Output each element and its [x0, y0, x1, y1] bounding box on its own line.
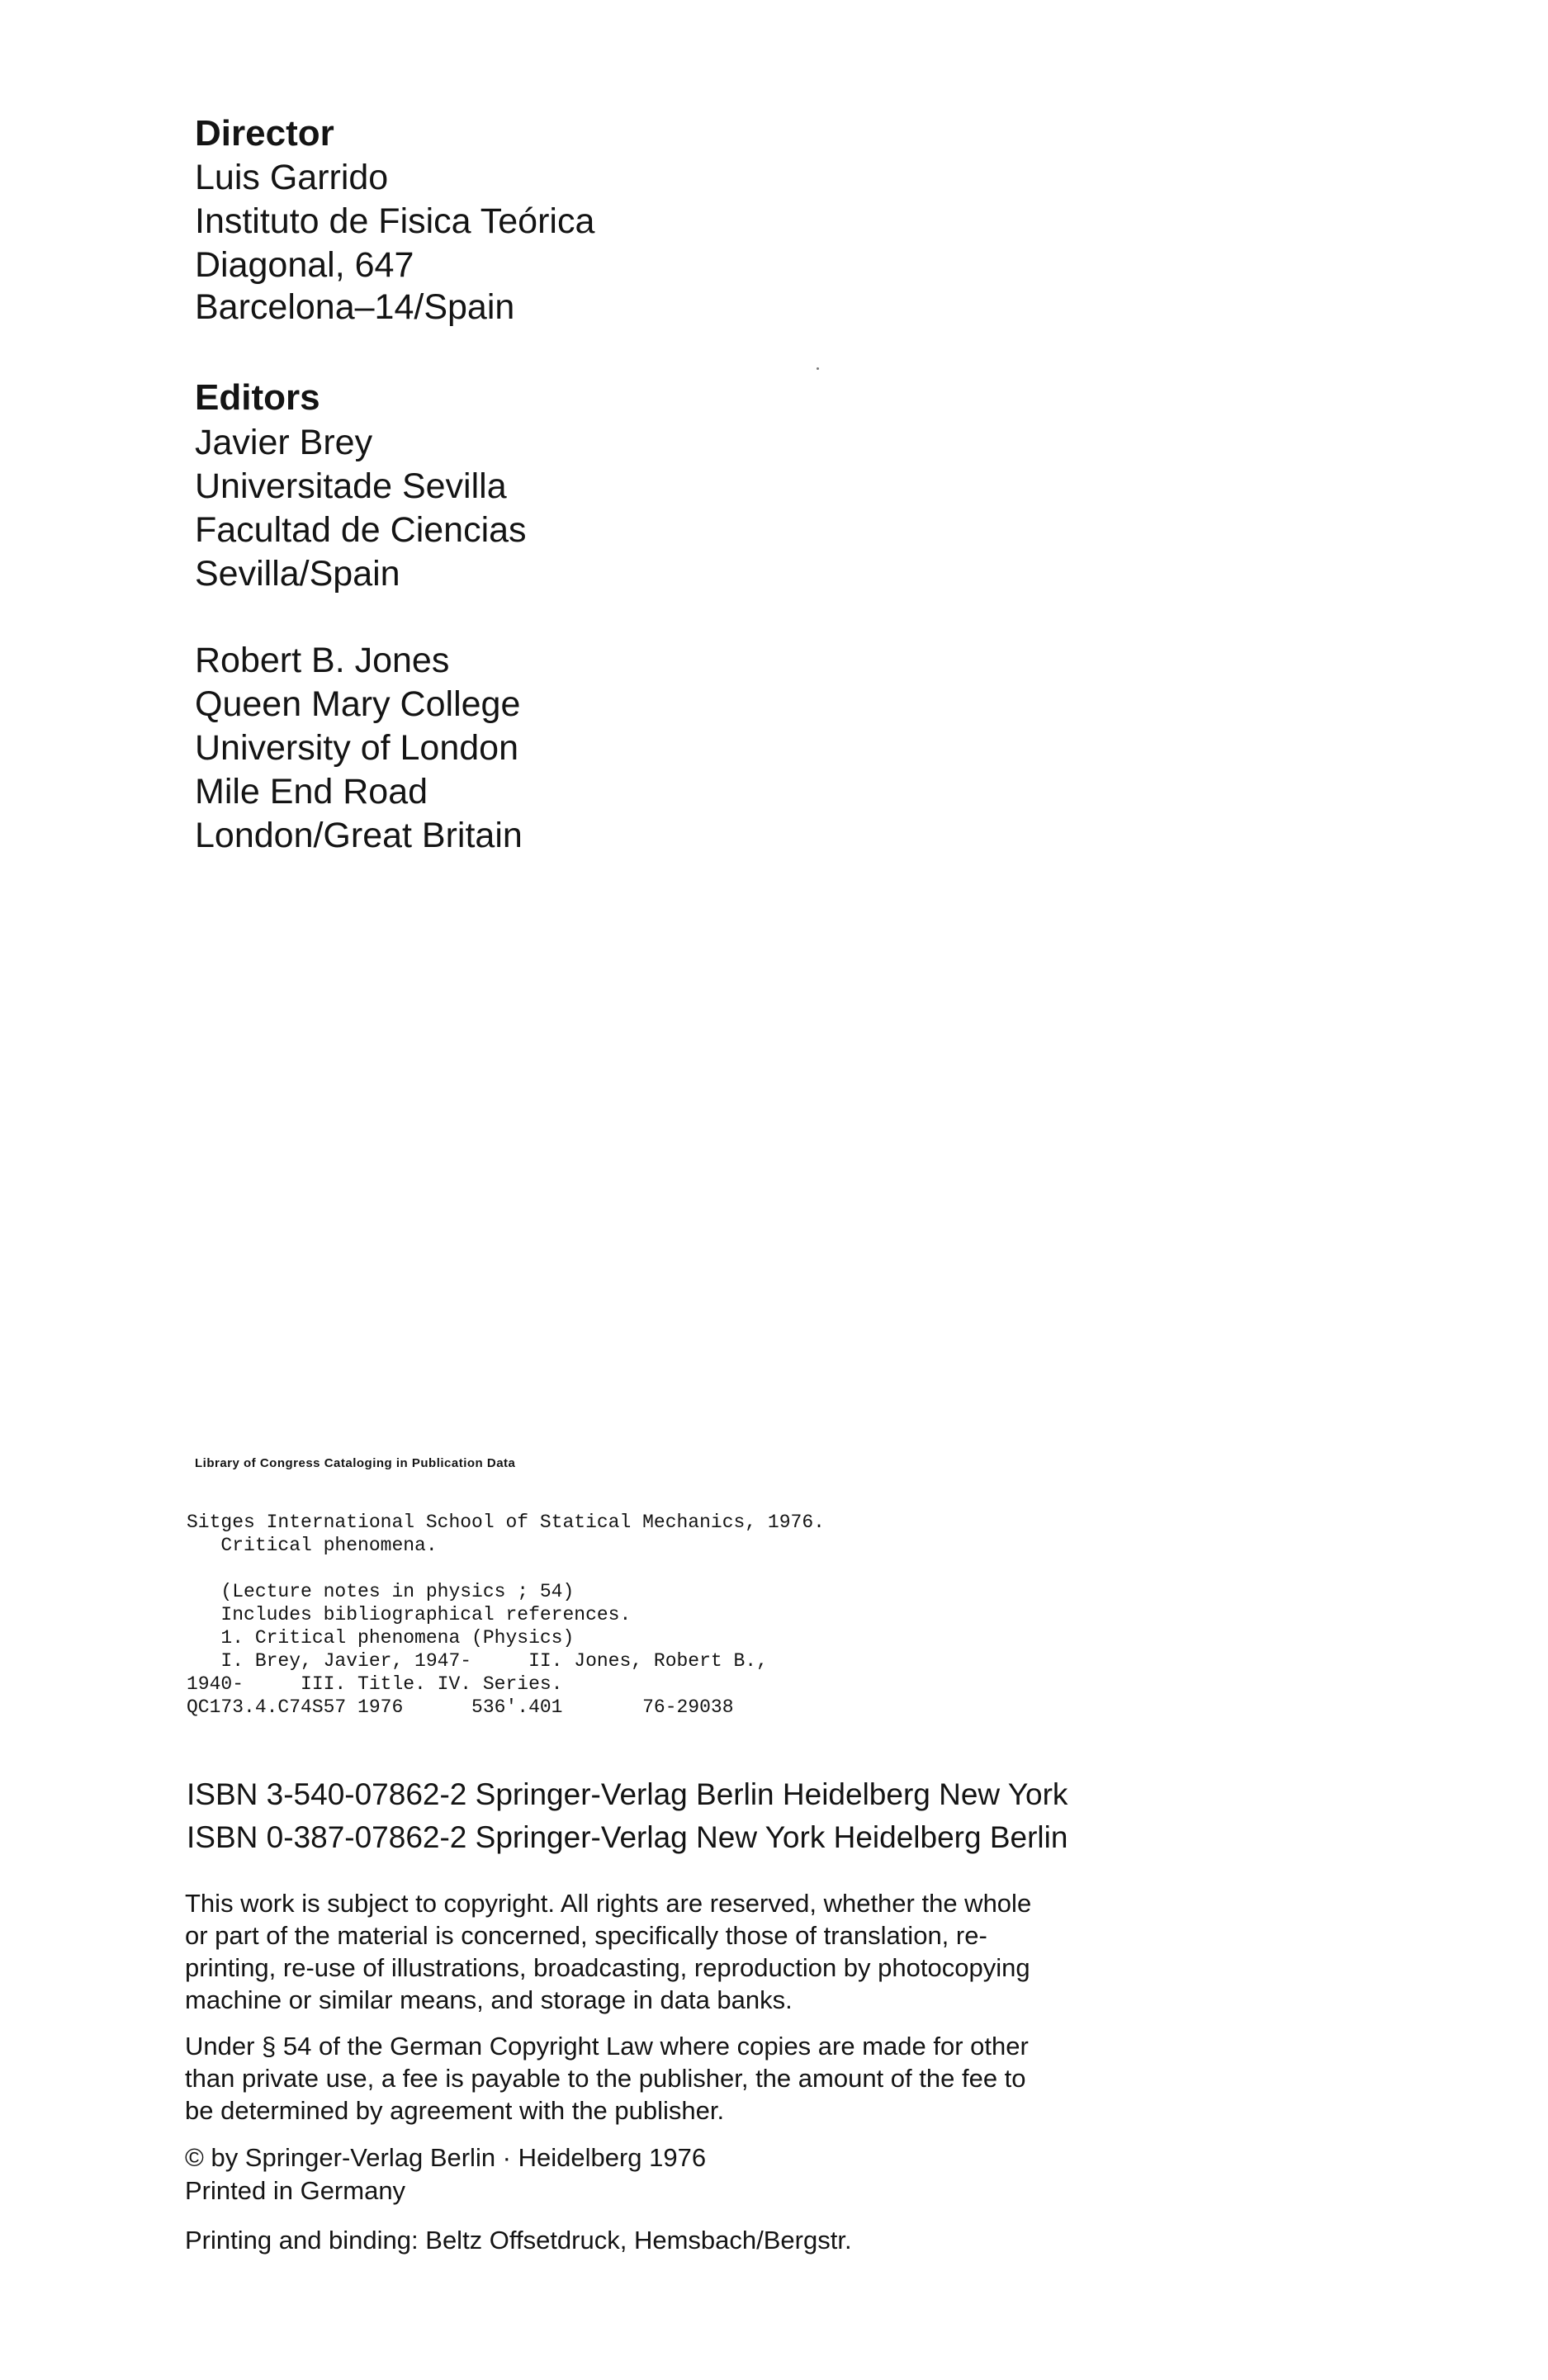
- editor2-university: University of London: [195, 728, 518, 768]
- director-heading: Director: [195, 113, 334, 154]
- copyright-notice: [185, 1887, 1200, 2016]
- cip-line: Sitges International School of Statical Mechanics, 1976.: [187, 1512, 825, 1533]
- cip-line: 1940- III. Title. IV. Series.: [187, 1673, 563, 1695]
- copyright-line: © by Springer-Verlag Berlin · Heidelberg 1976: [185, 2143, 707, 2172]
- editor1-name: Javier Brey: [195, 423, 373, 462]
- cip-line: (Lecture notes in physics ; 54): [187, 1581, 575, 1602]
- director-institute: Instituto de Fisica Teórica: [195, 201, 595, 241]
- editor1-university: Universitade Sevilla: [195, 466, 507, 506]
- scan-speck: [817, 367, 819, 370]
- printed-in: Printed in Germany: [185, 2176, 406, 2205]
- legal-line: be determined by agreement with the publisher.: [185, 2096, 725, 2125]
- editor2-name: Robert B. Jones: [195, 641, 450, 680]
- legal-line: This work is subject to copyright. All rights are reserved, whether the whole: [185, 1889, 1032, 1918]
- editor1-city: Sevilla/Spain: [195, 554, 400, 594]
- editors-heading: Editors: [195, 377, 320, 418]
- printing-binding: Printing and binding: Beltz Offsetdruck, Hemsbach/Bergstr.: [185, 2226, 852, 2255]
- cip-line: Includes bibliographical references.: [187, 1604, 632, 1625]
- legal-line: than private use, a fee is payable to the publisher, the amount of the fee to: [185, 2064, 1026, 2093]
- director-street: Diagonal, 647: [195, 245, 414, 285]
- legal-line: or part of the material is concerned, specifically those of translation, re-: [185, 1921, 987, 1950]
- isbn-line: ISBN 3-540-07862-2 Springer-Verlag Berlin Heidelberg New York: [187, 1777, 1068, 1811]
- editor2-college: Queen Mary College: [195, 684, 521, 724]
- legal-line: machine or similar means, and storage in data banks.: [185, 1985, 793, 2014]
- legal-line: printing, re-use of illustrations, broadcasting, reproduction by photocopying: [185, 1953, 1030, 1982]
- director-name: Luis Garrido: [195, 158, 389, 197]
- cip-line: Critical phenomena.: [187, 1535, 438, 1556]
- isbn-line: ISBN 0-387-07862-2 Springer-Verlag New York Heidelberg Berlin: [187, 1820, 1068, 1854]
- fee-notice: [185, 2030, 1200, 2127]
- cip-line: I. Brey, Javier, 1947- II. Jones, Robert B.,: [187, 1650, 768, 1672]
- cip-line: 1. Critical phenomena (Physics): [187, 1627, 575, 1649]
- legal-line: Under § 54 of the German Copyright Law where copies are made for other: [185, 2032, 1029, 2061]
- editor2-street: Mile End Road: [195, 772, 428, 811]
- director-city: Barcelona–14/Spain: [195, 287, 515, 327]
- editor2-city: London/Great Britain: [195, 816, 523, 855]
- cip-header: Library of Congress Cataloging in Publication Data: [195, 1456, 516, 1470]
- editor1-faculty: Facultad de Ciencias: [195, 510, 527, 550]
- cip-line: QC173.4.C74S57 1976 536'.401 76-29038: [187, 1696, 734, 1718]
